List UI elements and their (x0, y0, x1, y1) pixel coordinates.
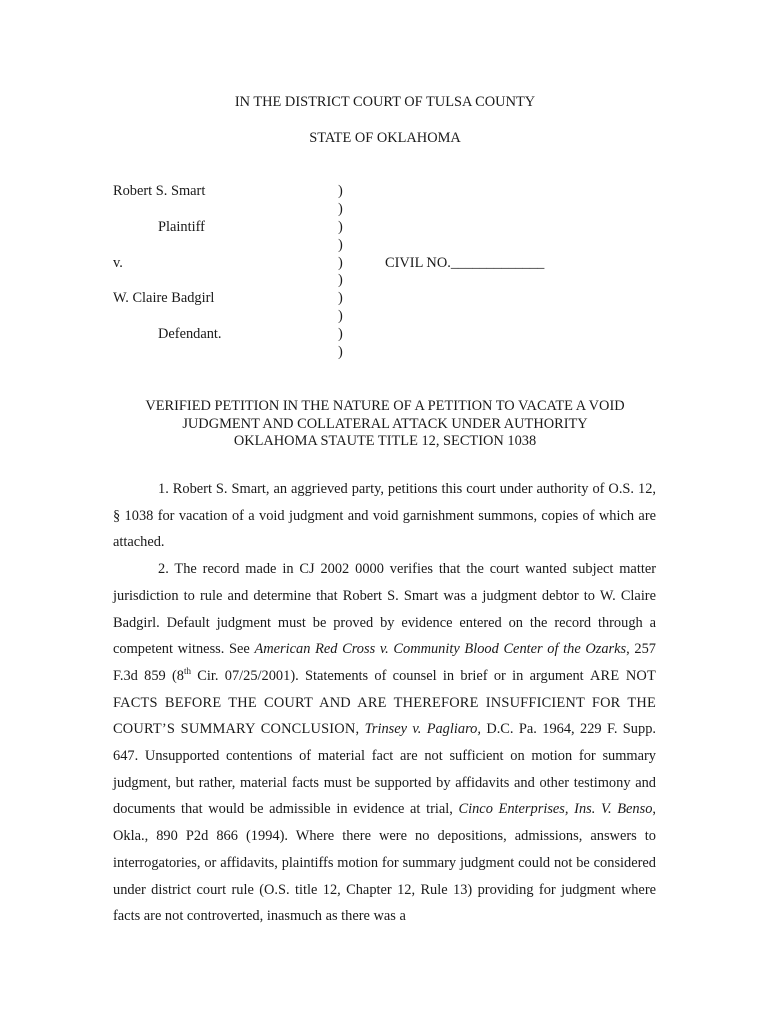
civil-number-label: CIVIL NO. (385, 255, 451, 271)
case-citation: American Red Cross v. Community Blood Center of the Ozarks (254, 641, 627, 658)
petition-title-line: JUDGMENT AND COLLATERAL ATTACK UNDER AUTHORITY (182, 415, 588, 432)
court-heading: IN THE DISTRICT COURT OF TULSA COUNTY (234, 94, 536, 110)
paragraph-text: , 257 F.3d 859 (8 (113, 641, 656, 684)
state-heading: STATE OF OKLAHOMA (309, 130, 461, 146)
paragraph-text: 2. The record made in CJ 2002 0000 verifies that the court wanted subject matter jurisdiction to rule and determine that Robert S. Smart was a judgment debtor to W. Claire Badgirl. Default judgment must be proved by evidence entered on the record through a competent witness. See (113, 561, 656, 658)
caption-paren: ) (338, 254, 343, 271)
emphasis-caps: ARE NOT FACTS BEFORE THE COURT AND ARE THEREFORE INSUFFICIENT FOR THE COURT’S SUMMARY CONCLUSION, (113, 667, 657, 738)
paragraph-2 (113, 556, 656, 930)
paragraph-1: 1. Robert S. Smart, an aggrieved party, petitions this court under authority of O.S. 12, § 1038 for vacation of a void judgment and void garnishment summons, copies of which are attached. (113, 481, 656, 551)
defendant-name: W. Claire Badgirl (113, 290, 215, 306)
petition-title-line: VERIFIED PETITION IN THE NATURE OF A PETITION TO VACATE A VOID (145, 398, 625, 414)
petition-title (0, 398, 770, 451)
paragraph-text: , Okla., 890 P2d 866 (1994). Where there were no depositions, admissions, answers to interrogatories, or affidavits, plaintiffs motion for summary judgment could not be considered under district court rule (O.S. title 12, Chapter 12, Rule 13) providing for judgment where facts are not controverted, inasmuch as there was a (113, 801, 656, 925)
civil-number (385, 255, 544, 272)
caption-paren: ) (338, 236, 343, 253)
caption-paren: ) (338, 218, 343, 235)
defendant-role: Defendant. (158, 326, 222, 342)
caption-paren: ) (338, 200, 343, 217)
case-citation: Trinsey v. Pagliaro, (364, 721, 481, 738)
case-citation: Cinco Enterprises, Ins. V. Benso (458, 801, 653, 818)
caption-paren: ) (338, 308, 343, 325)
petition-body (113, 476, 656, 930)
civil-number-blank: _____________ (450, 255, 545, 271)
plaintiff-name: Robert S. Smart (113, 183, 206, 199)
case-caption (113, 183, 673, 363)
paragraph-text: Cir. 07/25/2001). Statements of counsel in brief or in argument (191, 667, 590, 684)
caption-paren: ) (338, 326, 343, 343)
caption-paren: ) (338, 344, 343, 361)
ordinal-suffix: th (183, 666, 191, 677)
caption-bracket (338, 183, 343, 362)
paragraph-text: D.C. Pa. 1964, 229 F. Supp. 647. Unsupported contentions of material fact are not sufficient on motion for summary judgment, but rather, material facts must be supported by affidavits and other testimony and documents that would be admissible in evidence at trial, (113, 721, 656, 818)
plaintiff-role: Plaintiff (158, 219, 205, 235)
versus-label: v. (113, 255, 123, 271)
caption-paren: ) (338, 183, 343, 199)
petition-title-line: OKLAHOMA STAUTE TITLE 12, SECTION 1038 (233, 433, 537, 449)
caption-paren: ) (338, 290, 343, 307)
caption-paren: ) (338, 272, 343, 289)
